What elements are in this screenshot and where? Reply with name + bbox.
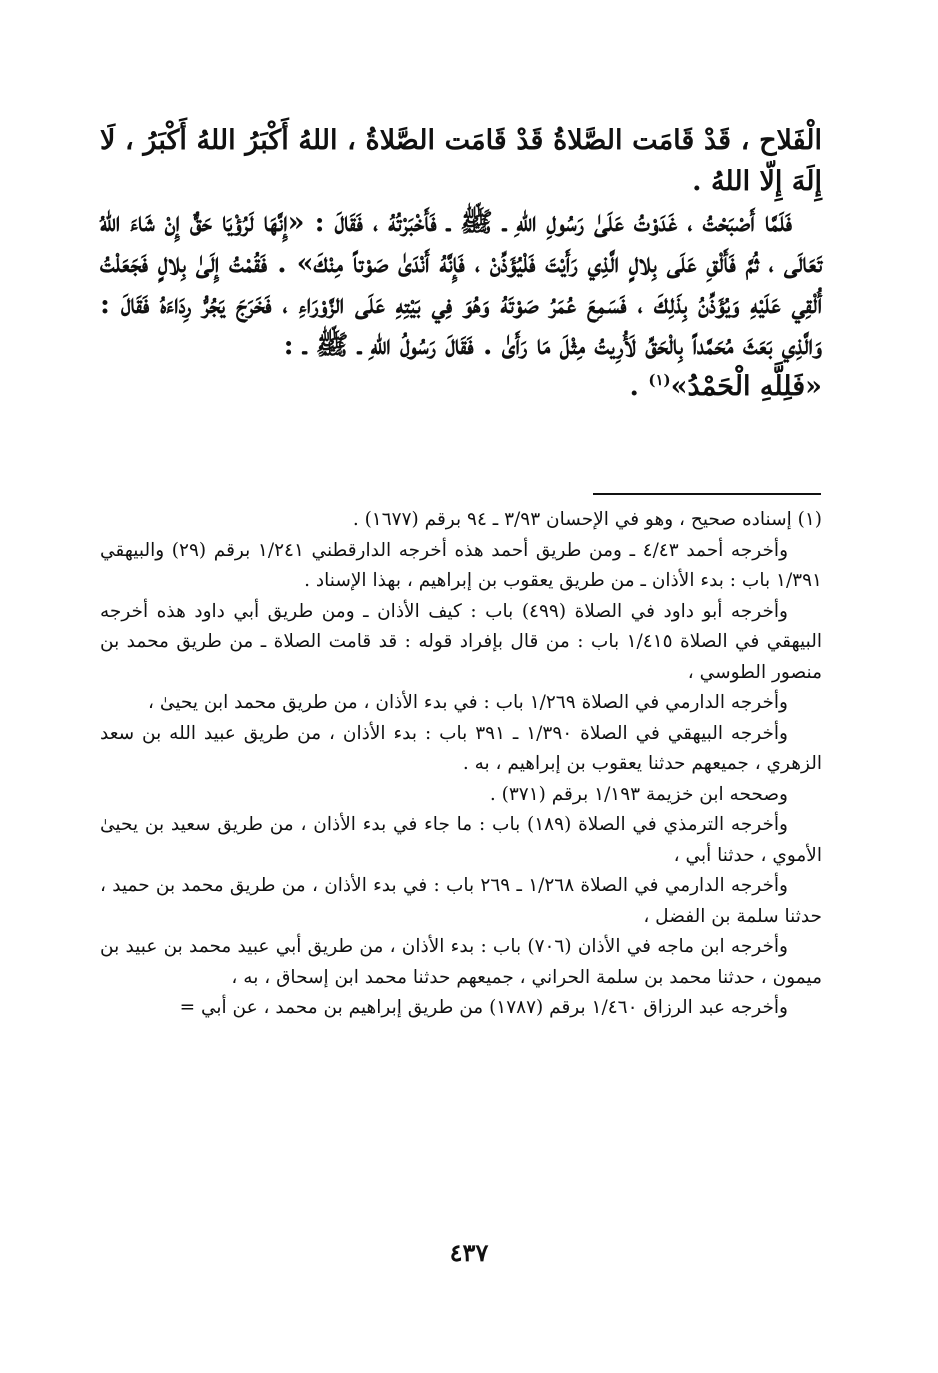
footnote-reference: (١) xyxy=(648,371,671,389)
main-paragraph-2: فَلَمَّا أَصْبَحْتُ ، غَدَوْتُ عَلَىٰ رَسُولِ اللهِ ـ ﷺ ـ فَأَخْبَرْتُهُ ، فَقَالَ : «إِنَّهَا لَرُؤْيَا حَقٌّ إِنْ شَاءَ اللهُ تَعَالَى ، ثُمَّ فَأَلْقِ عَلَى بِلالٍ الَّذِي رَأَيْتَ فَلْيُؤَذِّنْ ، فَإِنَّهُ أَنْدَىٰ صَوْتاً مِنْكَ» . فَقُمْتُ إِلَىٰ بِلالٍ فَجَعَلْتُ أُلْقِي عَلَيْهِ وَيُؤَذِّنُ بِذَلِكَ ، فَسَمِعَ عُمَرُ صَوْتَهُ وَهُوَ فِي بَيْتِهِ عَلَى الزَّوْرَاءِ ، فَخَرَجَ يَجُرُّ رِدَاءَهُ فَقَالَ : وَالَّذِي بَعَثَ مُحَمَّداً بِالْحَقِّ لَأُرِيتُ مِثْلَ مَا رَأَىٰ . فَقَالَ رَسُولُ اللهِ ـ ﷺ ـ : xyxy=(100,207,822,361)
footnote-line-ahmad: وأخرجه أحمد ٤/٤٣ ـ ومن طريق أحمد هذه أخرجه الدارقطني ١/٢٤١ برقم (٢٩) والبيهقي ١/٣٩١ باب : بدء الأذان ـ من طريق يعقوب بن إبراهيم ، بهذا الإسناد . xyxy=(100,539,822,591)
main-paragraph-3 xyxy=(100,366,822,407)
footnote-line-bayhaqi: وأخرجه البيهقي في الصلاة ١/٣٩٠ ـ ٣٩١ باب : بدء الأذان ، من طريق عبيد الله بن سعد الزهري ، جميعهم حدثنا يعقوب بن إبراهيم ، به . xyxy=(100,722,822,774)
footnote-line-darimi-2: وأخرجه الدارمي في الصلاة ١/٢٦٨ ـ ٢٦٩ باب : في بدء الأذان ، من طريق محمد بن حميد ، حدثنا سلمة بن الفضل ، xyxy=(100,875,822,927)
closing-period: . xyxy=(629,371,649,402)
main-paragraph-1: الْفَلاح ، قَدْ قَامَت الصَّلاةُ قَدْ قَامَت الصَّلاةُ ، اللهُ أَكْبَرُ اللهُ أَكْبَرُ ، لَا إِلَهَ إِلّا اللهُ . xyxy=(100,125,822,197)
main-text-body xyxy=(100,120,822,407)
page-number: ٤٣٧ xyxy=(449,1238,489,1267)
footnote-1: (١) إسناده صحيح ، وهو في الإحسان ٣/٩٣ ـ ٩٤ برقم (١٦٧٧) . xyxy=(352,509,822,530)
closing-quote: «فَلِلَّهِ الْحَمْدُ» xyxy=(670,371,822,402)
footnote-divider xyxy=(593,493,821,495)
footnote-line-abu-dawud: وأخرجه أبو داود في الصلاة (٤٩٩) باب : كيف الأذان ـ ومن طريق أبي داود هذه أخرجه البيهقي في الصلاة ١/٤١٥ باب : من قال بإفراد قوله : قد قامت الصلاة ـ من طريق محمد بن منصور الطوسي ، xyxy=(100,600,822,683)
footnote-line-abdul-razzaq: وأخرجه عبد الرزاق ١/٤٦٠ برقم (١٧٨٧) من طريق إبراهيم بن محمد ، عن أبي = xyxy=(179,997,788,1018)
footnote-line-tirmidhi: وأخرجه الترمذي في الصلاة (١٨٩) باب : ما جاء في بدء الأذان ، من طريق سعيد بن يحيىٰ الأموي ، حدثنا أبي ، xyxy=(100,814,822,866)
footnote-line-ibn-khuzayma: وصححه ابن خزيمة ١/١٩٣ برقم (٣٧١) . xyxy=(489,783,788,805)
footnote-line-ibn-majah: وأخرجه ابن ماجه في الأذان (٧٠٦) باب : بدء الأذان ، من طريق أبي عبيد محمد بن عبيد بن ميمون ، حدثنا محمد بن سلمة الحراني ، جميعهم حدثنا محمد ابن إسحاق ، به ، xyxy=(100,936,822,988)
footnote-line-darimi-1: وأخرجه الدارمي في الصلاة ١/٢٦٩ باب : في بدء الأذان ، من طريق محمد ابن يحيىٰ ، xyxy=(148,692,788,713)
footnotes-section xyxy=(100,505,822,1024)
